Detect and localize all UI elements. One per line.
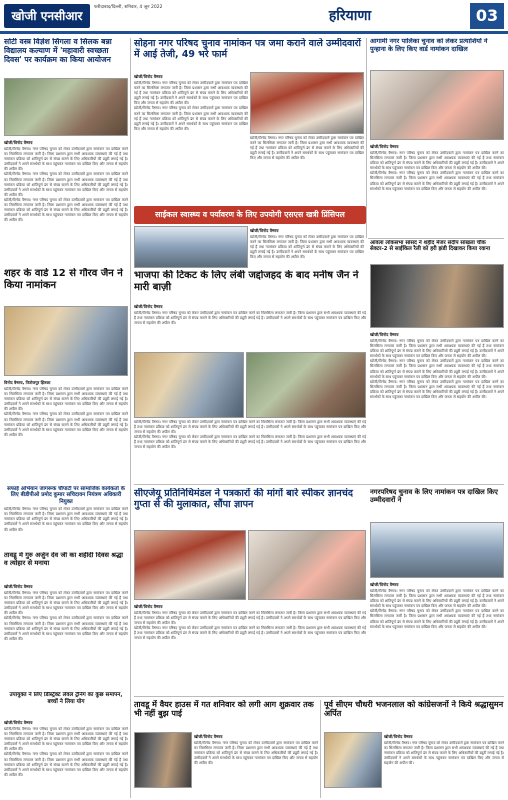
body-text: खोजी/विनोद वैष्णव। नगर परिषद चुनाव को लेकर उम्मीदवारों द्वारा नामांकन पत्र दाखिल करने का सिलसिला लगातार जारी है। जिला प्रशासन द्वारा सभी आवश्यक व्यवस्थाएं की गई हैं तथा नामांकन प्रक्रिया को शांतिपूर्ण ढंग से संपन्न कराने के लिए अधिकारियों की ड्यूटी लगाई गई है। उम्मीदवारों ने अपने समर्थकों के साथ पहुंचकर नामांकन पत्र दाखिल किए और जनता से सहयोग की अपील की। [384,741,504,766]
article-13 [4,692,128,716]
newspaper-logo: खोजी एनसीआर [4,4,90,28]
article-5 [134,38,364,70]
photo-candidates [250,72,364,134]
headline: सफाई अभियान जागरूक चौपाटी पर सामाजिक कार्यकर्ता के लिए बीडीपीओ प्रमोद कुमार सचिदावन नियंत्रण अधिकारी नियुक्त [7,486,125,505]
article-9 [134,488,366,528]
photo-mp [370,264,504,328]
byline: खोजी/विनोद वैष्णव [134,604,163,609]
row-divider [368,238,504,239]
article-6-body [370,142,504,240]
article-7 [134,270,366,300]
headline: आगामी नगर पालिका चुनाव को लेकर प्रत्याशियों ने पुन्हाना के लिए किए वार्ड नामांकन दाखिल [370,38,488,53]
body-text: खोजी/विनोद वैष्णव। नगर परिषद चुनाव को लेकर उम्मीदवारों द्वारा नामांकन पत्र दाखिल करने का सिलसिला लगातार जारी है। जिला प्रशासन द्वारा सभी आवश्यक व्यवस्थाएं की गई हैं तथा नामांकन प्रक्रिया को शांतिपूर्ण ढंग से संपन्न कराने के लिए अधिकारियों की ड्यूटी लगाई गई है। उम्मीदवारों ने अपने समर्थकों के साथ पहुंचकर नामांकन पत्र दाखिल किए और जनता से सहयोग की अपील की। खोजी/विनोद वैष्णव। नगर परिषद चुनाव को लेकर उम्मीदवारों द्वारा नामांकन पत्र दाखिल करने का सिलसिला लगातार जारी है। जिला प्रशासन द्वारा सभी आवश्यक व्यवस्थाएं की गई हैं तथा नामांकन प्रक्रिया को शांतिपूर्ण ढंग से संपन्न कराने के लिए अधिकारियों की ड्यूटी लगाई गई है। उम्मीदवारों ने अपने समर्थकों के साथ पहुंचकर नामांकन पत्र दाखिल किए और जनता से सहयोग की अपील की। [134,611,366,641]
body-text: खोजी/विनोद वैष्णव। नगर परिषद चुनाव को लेकर उम्मीदवारों द्वारा नामांकन पत्र दाखिल करने का सिलसिला लगातार जारी है। जिला प्रशासन द्वारा सभी आवश्यक व्यवस्थाएं की गई हैं तथा नामांकन प्रक्रिया को शांतिपूर्ण ढंग से संपन्न कराने के लिए अधिकारियों की ड्यूटी लगाई गई है। उम्मीदवारों ने अपने समर्थकों के साथ पहुंचकर नामांकन पत्र दाखिल किए और जनता से सहयोग की अपील की। खोजी/विनोद वैष्णव। नगर परिषद चुनाव को लेकर उम्मीदवारों द्वारा नामांकन पत्र दाखिल करने का सिलसिला लगातार जारी है। जिला प्रशासन द्वारा सभी आवश्यक व्यवस्थाएं की गई हैं तथा नामांकन प्रक्रिया को शांतिपूर्ण ढंग से संपन्न कराने के लिए अधिकारियों की ड्यूटी लगाई गई है। उम्मीदवारों ने अपने समर्थकों के साथ पहुंचकर नामांकन पत्र दाखिल किए और जनता से सहयोग की अपील की। खोजी/विनोद वैष्णव। नगर परिषद चुनाव को लेकर उम्मीदवारों द्वारा नामांकन पत्र दाखिल करने का सिलसिला लगातार जारी है। जिला प्रशासन द्वारा सभी आवश्यक व्यवस्थाएं की गई हैं तथा नामांकन प्रक्रिया को शांतिपूर्ण ढंग से संपन्न कराने के लिए अधिकारियों की ड्यूटी लगाई गई है। उम्मीदवारों ने अपने समर्थकों के साथ पहुंचकर नामांकन पत्र दाखिल किए और जनता से सहयोग की अपील की। [370,339,504,400]
article-2 [4,268,128,304]
date-line: फरीदाबाद/दिल्ली, शनिवार, 4 जून 2022 [94,5,163,10]
section-title: हरियाणा [328,8,372,24]
byline: खोजी/विनोद वैष्णव [4,584,33,589]
headline: उपायुक्त ने लिए डिस्ट्रिक्ट लेवल ट्रेनिंग का कुछ समापन, बच्चों ने लिया योग [9,692,123,705]
body-text: खोजी/विनोद वैष्णव। नगर परिषद चुनाव को लेकर उम्मीदवारों द्वारा नामांकन पत्र दाखिल करने का सिलसिला लगातार जारी है। जिला प्रशासन द्वारा सभी आवश्यक व्यवस्थाएं की गई हैं तथा नामांकन प्रक्रिया को शांतिपूर्ण ढंग से संपन्न कराने के लिए अधिकारियों की ड्यूटी लगाई गई है। उम्मीदवारों ने अपने समर्थकों के साथ पहुंचकर नामांकन पत्र दाखिल किए और जनता से सहयोग की अपील की। खोजी/विनोद वैष्णव। नगर परिषद चुनाव को लेकर उम्मीदवारों द्वारा नामांकन पत्र दाखिल करने का सिलसिला लगातार जारी है। जिला प्रशासन द्वारा सभी आवश्यक व्यवस्थाएं की गई हैं तथा नामांकन प्रक्रिया को शांतिपूर्ण ढंग से संपन्न कराने के लिए अधिकारियों की ड्यूटी लगाई गई है। उम्मीदवारों ने अपने समर्थकों के साथ पहुंचकर नामांकन पत्र दाखिल किए और जनता से सहयोग की अपील की। [370,151,504,191]
photo-cycle-rally [134,226,248,268]
body-text: खोजी/विनोद वैष्णव। नगर परिषद चुनाव को लेकर उम्मीदवारों द्वारा नामांकन पत्र दाखिल करने का सिलसिला लगातार जारी है। जिला प्रशासन द्वारा सभी आवश्यक व्यवस्थाएं की गई हैं तथा नामांकन प्रक्रिया को शांतिपूर्ण ढंग से संपन्न कराने के लिए अधिकारियों की ड्यूटी लगाई गई है। उम्मीदवारों ने अपने समर्थकों के साथ पहुंचकर नामांकन पत्र दाखिल किए और जनता से सहयोग की अपील की। [134,311,366,326]
photo-warehouse-fire [134,732,192,788]
byline: खोजी/विनोद वैष्णव [370,582,399,587]
article-1-body [4,138,128,268]
body-text: खोजी/विनोद वैष्णव। नगर परिषद चुनाव को लेकर उम्मीदवारों द्वारा नामांकन पत्र दाखिल करने का सिलसिला लगातार जारी है। जिला प्रशासन द्वारा सभी आवश्यक व्यवस्थाएं की गई हैं तथा नामांकन प्रक्रिया को शांतिपूर्ण ढंग से संपन्न कराने के लिए अधिकारियों की ड्यूटी लगाई गई है। उम्मीदवारों ने अपने समर्थकों के साथ पहुंचकर नामांकन पत्र दाखिल किए और जनता से सहयोग की अपील की। खोजी/विनोद वैष्णव। नगर परिषद चुनाव को लेकर उम्मीदवारों द्वारा नामांकन पत्र दाखिल करने का सिलसिला लगातार जारी है। जिला प्रशासन द्वारा सभी आवश्यक व्यवस्थाएं की गई हैं तथा नामांकन प्रक्रिया को शांतिपूर्ण ढंग से संपन्न कराने के लिए अधिकारियों की ड्यूटी लगाई गई है। उम्मीदवारों ने अपने समर्थकों के साथ पहुंचकर नामांकन पत्र दाखिल किए और जनता से सहयोग की अपील की। [134,420,366,450]
body-text: खोजी/विनोद वैष्णव। नगर परिषद चुनाव को लेकर उम्मीदवारों द्वारा नामांकन पत्र दाखिल करने का सिलसिला लगातार जारी है। जिला प्रशासन द्वारा सभी आवश्यक व्यवस्थाएं की गई हैं तथा नामांकन प्रक्रिया को शांतिपूर्ण ढंग से संपन्न कराने के लिए अधिकारियों की ड्यूटी लगाई गई है। उम्मीदवारों ने अपने समर्थकों के साथ पहुंचकर नामांकन पत्र दाखिल किए और जनता से सहयोग की अपील की। [4,507,128,532]
photo-tribute [324,732,382,788]
body-text: खोजी/विनोद वैष्णव। नगर परिषद चुनाव को लेकर उम्मीदवारों द्वारा नामांकन पत्र दाखिल करने का सिलसिला लगातार जारी है। जिला प्रशासन द्वारा सभी आवश्यक व्यवस्थाएं की गई हैं तथा नामांकन प्रक्रिया को शांतिपूर्ण ढंग से संपन्न कराने के लिए अधिकारियों की ड्यूटी लगाई गई है। उम्मीदवारों ने अपने समर्थकों के साथ पहुंचकर नामांकन पत्र दाखिल किए और जनता से सहयोग की अपील की। खोजी/विनोद वैष्णव। नगर परिषद चुनाव को लेकर उम्मीदवारों द्वारा नामांकन पत्र दाखिल करने का सिलसिला लगातार जारी है। जिला प्रशासन द्वारा सभी आवश्यक व्यवस्थाएं की गई हैं तथा नामांकन प्रक्रिया को शांतिपूर्ण ढंग से संपन्न कराने के लिए अधिकारियों की ड्यूटी लगाई गई है। उम्मीदवारों ने अपने समर्थकों के साथ पहुंचकर नामांकन पत्र दाखिल किए और जनता से सहयोग की अपील की। [4,591,128,641]
row-divider [134,484,504,485]
byline: खोजी/विनोद वैष्णव [194,734,223,739]
byline: खोजी/विनोद वैष्णव [370,332,399,337]
body-text: खोजी/विनोद वैष्णव। नगर परिषद चुनाव को लेकर उम्मीदवारों द्वारा नामांकन पत्र दाखिल करने का सिलसिला लगातार जारी है। जिला प्रशासन द्वारा सभी आवश्यक व्यवस्थाएं की गई हैं तथा नामांकन प्रक्रिया को शांतिपूर्ण ढंग से संपन्न कराने के लिए अधिकारियों की ड्यूटी लगाई गई है। उम्मीदवारों ने अपने समर्थकों के साथ पहुंचकर नामांकन पत्र दाखिल किए और जनता से सहयोग की अपील की। खोजी/विनोद वैष्णव। नगर परिषद चुनाव को लेकर उम्मीदवारों द्वारा नामांकन पत्र दाखिल करने का सिलसिला लगातार जारी है। जिला प्रशासन द्वारा सभी आवश्यक व्यवस्थाएं की गई हैं तथा नामांकन प्रक्रिया को शांतिपूर्ण ढंग से संपन्न कराने के लिए अधिकारियों की ड्यूटी लगाई गई है। उम्मीदवारों ने अपने समर्थकों के साथ पहुंचकर नामांकन पत्र दाखिल किए और जनता से सहयोग की अपील की। खोजी/विनोद वैष्णव। नगर परिषद चुनाव को लेकर उम्मीदवारों द्वारा नामांकन पत्र दाखिल करने का सिलसिला लगातार जारी है। जिला प्रशासन द्वारा सभी आवश्यक व्यवस्थाएं की गई हैं तथा नामांकन प्रक्रिया को शांतिपूर्ण ढंग से संपन्न कराने के लिए अधिकारियों की ड्यूटी लगाई गई है। उम्मीदवारों ने अपने समर्थकों के साथ पहुंचकर नामांकन पत्र दाखिल किए और जनता से सहयोग की अपील की। [4,147,128,223]
headline: नगरपरिषद चुनाव के लिए नामांकन पत्र दाखिल किए उम्मीदवारों ने [370,488,498,505]
article-2-body [4,378,128,484]
photo-memorandum [248,530,366,600]
column-divider [130,38,131,798]
headline: सोटी वस्त्र विज्ञेश सिंगला व सिलक बन्ना विद्यालय कल्याण में 'महावारी स्वच्छता दिवस' पर कार्यक्रम का किया आयोजन [4,38,112,64]
article-10 [370,488,504,520]
photo-supporters [246,352,366,418]
headline: सोहना नगर परिषद चुनाव नामांकन पत्र जमा कराने वाले उम्मीदवारों में आई तेजी, 49 भरे फार्म [134,38,361,61]
photo-nomination [4,306,128,376]
article-12-body [384,732,504,798]
article-11-body [194,732,318,798]
byline: खोजी/विनोद वैष्णव [370,144,399,149]
article-7-body-2 [134,420,366,482]
article-4 [4,552,128,580]
body-text: खोजी/विनोद वैष्णव। नगर परिषद चुनाव को लेकर उम्मीदवारों द्वारा नामांकन पत्र दाखिल करने का सिलसिला लगातार जारी है। जिला प्रशासन द्वारा सभी आवश्यक व्यवस्थाएं की गई हैं तथा नामांकन प्रक्रिया को शांतिपूर्ण ढंग से संपन्न कराने के लिए अधिकारियों की ड्यूटी लगाई गई है। उम्मीदवारों ने अपने समर्थकों के साथ पहुंचकर नामांकन पत्र दाखिल किए और जनता से सहयोग की अपील की। [250,235,364,260]
article-7-body [134,302,366,350]
headline: सीएजेयू प्रतिनिधिमंडल ने पत्रकारों की मांगों बारे स्पीकर ज्ञानचंद गुप्ता से की मुलाकात, सौंपा ज्ञापन [134,488,353,511]
article-6 [370,38,504,68]
banner-body [250,226,364,268]
byline: खोजी/विनोद वैष्णव [250,228,279,233]
byline: खोजी/विनोद वैष्णव [134,74,163,79]
byline: खोजी/विनोद वैष्णव [134,304,163,309]
article-8 [370,240,504,262]
masthead [0,0,508,34]
article-13-body [4,718,128,798]
headline: शहर के वार्ड 12 से गौरव जैन ने किया नामांकन [4,268,123,291]
body-text: खोजी/विनोद वैष्णव। नगर परिषद चुनाव को लेकर उम्मीदवारों द्वारा नामांकन पत्र दाखिल करने का सिलसिला लगातार जारी है। जिला प्रशासन द्वारा सभी आवश्यक व्यवस्थाएं की गई हैं तथा नामांकन प्रक्रिया को शांतिपूर्ण ढंग से संपन्न कराने के लिए अधिकारियों की ड्यूटी लगाई गई है। उम्मीदवारों ने अपने समर्थकों के साथ पहुंचकर नामांकन पत्र दाखिल किए और जनता से सहयोग की अपील की। खोजी/विनोद वैष्णव। नगर परिषद चुनाव को लेकर उम्मीदवारों द्वारा नामांकन पत्र दाखिल करने का सिलसिला लगातार जारी है। जिला प्रशासन द्वारा सभी आवश्यक व्यवस्थाएं की गई हैं तथा नामांकन प्रक्रिया को शांतिपूर्ण ढंग से संपन्न कराने के लिए अधिकारियों की ड्यूटी लगाई गई है। उम्मीदवारों ने अपने समर्थकों के साथ पहुंचकर नामांकन पत्र दाखिल किए और जनता से सहयोग की अपील की। [4,727,128,777]
article-4-body [4,582,128,690]
body-text: खोजी/विनोद वैष्णव। नगर परिषद चुनाव को लेकर उम्मीदवारों द्वारा नामांकन पत्र दाखिल करने का सिलसिला लगातार जारी है। जिला प्रशासन द्वारा सभी आवश्यक व्यवस्थाएं की गई हैं तथा नामांकन प्रक्रिया को शांतिपूर्ण ढंग से संपन्न कराने के लिए अधिकारियों की ड्यूटी लगाई गई है। उम्मीदवारों ने अपने समर्थकों के साथ पहुंचकर नामांकन पत्र दाखिल किए और जनता से सहयोग की अपील की। खोजी/विनोद वैष्णव। नगर परिषद चुनाव को लेकर उम्मीदवारों द्वारा नामांकन पत्र दाखिल करने का सिलसिला लगातार जारी है। जिला प्रशासन द्वारा सभी आवश्यक व्यवस्थाएं की गई हैं तथा नामांकन प्रक्रिया को शांतिपूर्ण ढंग से संपन्न कराने के लिए अधिकारियों की ड्यूटी लगाई गई है। उम्मीदवारों ने अपने समर्थकों के साथ पहुंचकर नामांकन पत्र दाखिल किए और जनता से सहयोग की अपील की। [4,387,128,437]
article-12 [324,700,504,730]
photo-candidate [370,70,504,140]
row-divider [134,696,504,697]
body-text: खोजी/विनोद वैष्णव। नगर परिषद चुनाव को लेकर उम्मीदवारों द्वारा नामांकन पत्र दाखिल करने का सिलसिला लगातार जारी है। जिला प्रशासन द्वारा सभी आवश्यक व्यवस्थाएं की गई हैं तथा नामांकन प्रक्रिया को शांतिपूर्ण ढंग से संपन्न कराने के लिए अधिकारियों की ड्यूटी लगाई गई है। उम्मीदवारों ने अपने समर्थकों के साथ पहुंचकर नामांकन पत्र दाखिल किए और जनता से सहयोग की अपील की। खोजी/विनोद वैष्णव। नगर परिषद चुनाव को लेकर उम्मीदवारों द्वारा नामांकन पत्र दाखिल करने का सिलसिला लगातार जारी है। जिला प्रशासन द्वारा सभी आवश्यक व्यवस्थाएं की गई हैं तथा नामांकन प्रक्रिया को शांतिपूर्ण ढंग से संपन्न कराने के लिए अधिकारियों की ड्यूटी लगाई गई है। उम्मीदवारों ने अपने समर्थकों के साथ पहुंचकर नामांकन पत्र दाखिल किए और जनता से सहयोग की अपील की। [134,81,248,131]
page-number: 03 [470,3,504,29]
byline: खोजी/विनोद वैष्णव [4,720,33,725]
photo-nomination-2 [370,522,504,578]
article-3 [4,486,128,550]
column-divider [366,38,367,238]
headline: तावडू में वैयर हाउस में गत शनिवार को लगी आग शुक्रवार तक भी नहीं बुझ पाई [134,700,314,719]
photo-students [4,78,128,136]
byline: खोजी/विनोद वैष्णव [384,734,413,739]
byline: विनोद वैष्णव, फिरोजपुर झिरका [4,380,51,385]
body-text: खोजी/विनोद वैष्णव। नगर परिषद चुनाव को लेकर उम्मीदवारों द्वारा नामांकन पत्र दाखिल करने का सिलसिला लगातार जारी है। जिला प्रशासन द्वारा सभी आवश्यक व्यवस्थाएं की गई हैं तथा नामांकन प्रक्रिया को शांतिपूर्ण ढंग से संपन्न कराने के लिए अधिकारियों की ड्यूटी लगाई गई है। उम्मीदवारों ने अपने समर्थकों के साथ पहुंचकर नामांकन पत्र दाखिल किए और जनता से सहयोग की अपील की। [194,741,318,766]
article-10-body [370,580,504,694]
byline: खोजी/विनोद वैष्णव [4,140,33,145]
article-5-body [134,72,248,204]
photo-speaker [134,530,246,600]
article-11 [134,700,318,730]
body-text: खोजी/विनोद वैष्णव। नगर परिषद चुनाव को लेकर उम्मीदवारों द्वारा नामांकन पत्र दाखिल करने का सिलसिला लगातार जारी है। जिला प्रशासन द्वारा सभी आवश्यक व्यवस्थाएं की गई हैं तथा नामांकन प्रक्रिया को शांतिपूर्ण ढंग से संपन्न कराने के लिए अधिकारियों की ड्यूटी लगाई गई है। उम्मीदवारों ने अपने समर्थकों के साथ पहुंचकर नामांकन पत्र दाखिल किए और जनता से सहयोग की अपील की। [250,136,364,161]
article-8-body [370,330,504,482]
headline: आंवला लोकसभा सांसद ने शहीद मेजर संदीप सांखला चौक सेक्टर-2 से साईकिल रैली को हरी झंडी दिखाकर किया रवाना [370,240,490,253]
column-divider [320,700,321,798]
headline: पूर्व सीएम चौधरी भजनलाल को कांग्रेसजनों ने किये श्रद्धासुमन अर्पित [324,700,504,719]
headline: तावडू में गुरु अर्जुन देव जी का शहीदी दिवस श्रद्धा व त्योहार से मनाया [4,552,123,567]
article-5-body-2 [250,136,364,204]
banner-headline: साईकल स्वास्थ्य व पर्यावरण के लिए उपयोगी एसएस खत्री प्रिंसिपल [134,206,366,224]
headline: भाजपा की टिकट के लिए लंबी जद्दोजहद के बाद मनीष जैन ने मारी बाज़ी [134,270,359,293]
body-text: खोजी/विनोद वैष्णव। नगर परिषद चुनाव को लेकर उम्मीदवारों द्वारा नामांकन पत्र दाखिल करने का सिलसिला लगातार जारी है। जिला प्रशासन द्वारा सभी आवश्यक व्यवस्थाएं की गई हैं तथा नामांकन प्रक्रिया को शांतिपूर्ण ढंग से संपन्न कराने के लिए अधिकारियों की ड्यूटी लगाई गई है। उम्मीदवारों ने अपने समर्थकों के साथ पहुंचकर नामांकन पत्र दाखिल किए और जनता से सहयोग की अपील की। खोजी/विनोद वैष्णव। नगर परिषद चुनाव को लेकर उम्मीदवारों द्वारा नामांकन पत्र दाखिल करने का सिलसिला लगातार जारी है। जिला प्रशासन द्वारा सभी आवश्यक व्यवस्थाएं की गई हैं तथा नामांकन प्रक्रिया को शांतिपूर्ण ढंग से संपन्न कराने के लिए अधिकारियों की ड्यूटी लगाई गई है। उम्मीदवारों ने अपने समर्थकों के साथ पहुंचकर नामांकन पत्र दाखिल किए और जनता से सहयोग की अपील की। [370,589,504,629]
article-9-body [134,602,366,694]
photo-bjp [134,352,244,418]
